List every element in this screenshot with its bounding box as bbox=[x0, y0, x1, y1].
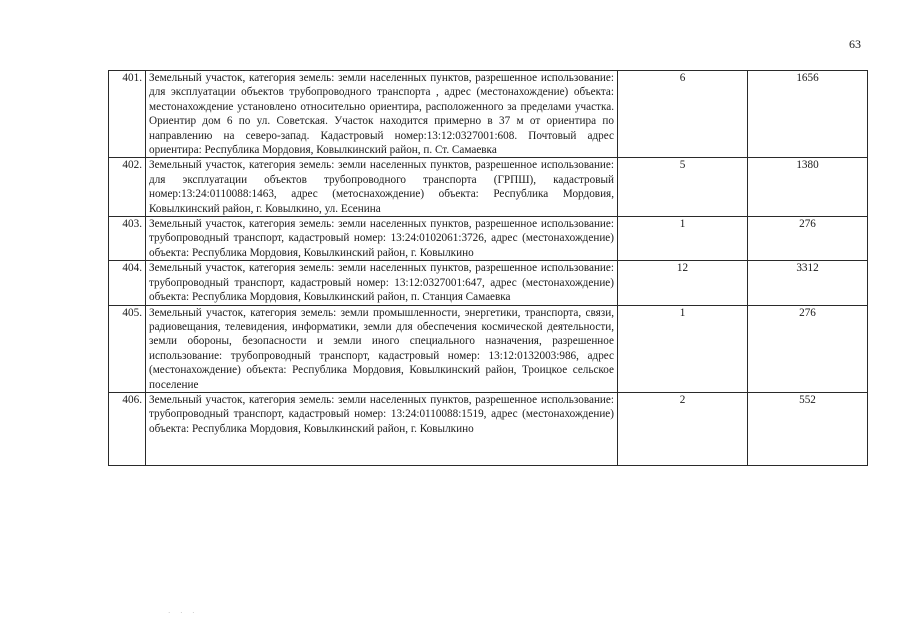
row-description: Земельный участок, категория земель: земли населенных пунктов, разрешенное использование: для эксплуатации объектов трубопроводного транспорта (ГРПШ), кадастровый номер:13:24:0110088:1463, адрес (метоснахождение) объекта: Республика Мордовия, Ковылкинский район, г. Ковылкино, ул. Есенина bbox=[146, 158, 618, 217]
row-number: 405. bbox=[109, 305, 146, 392]
row-number: 402. bbox=[109, 158, 146, 217]
page-number: 63 bbox=[849, 37, 861, 51]
row-number: 401. bbox=[109, 71, 146, 158]
table-row bbox=[109, 261, 868, 305]
row-area: 1380 bbox=[748, 158, 868, 217]
row-count: 2 bbox=[618, 392, 748, 465]
row-count: 1 bbox=[618, 305, 748, 392]
row-description: Земельный участок, категория земель: земли населенных пунктов, разрешенное использование: трубопроводный транспорт, кадастровый номер: 13:12:0327001:647, адрес (местонахождение) объекта: Республика Мордовия, Ковылкинский район, п. Станция Самаевка bbox=[146, 261, 618, 305]
table-row bbox=[109, 392, 868, 465]
row-count: 5 bbox=[618, 158, 748, 217]
row-description: Земельный участок, категория земель: земли населенных пунктов, разрешенное использование: трубопроводный транспорт, кадастровый номер: 13:24:0110088:1519, адрес (местонахождение) объекта: Республика Мордовия, Ковылкинский район, г. Ковылкино bbox=[146, 392, 618, 465]
scan-artifact: · · · bbox=[168, 609, 199, 617]
row-area: 1656 bbox=[748, 71, 868, 158]
row-number: 406. bbox=[109, 392, 146, 465]
row-area: 276 bbox=[748, 217, 868, 261]
row-area: 552 bbox=[748, 392, 868, 465]
table-row bbox=[109, 158, 868, 217]
row-description: Земельный участок, категория земель: земли населенных пунктов, разрешенное использование: трубопроводный транспорт, кадастровый номер: 13:24:0102061:3726, адрес (местонахождение) объекта: Республика Мордовия, Ковылкинский район, г. Ковылкино bbox=[146, 217, 618, 261]
table-row bbox=[109, 305, 868, 392]
row-area: 276 bbox=[748, 305, 868, 392]
row-description: Земельный участок, категория земель: земли промышленности, энергетики, транспорта, связи, радиовещания, телевидения, информатики, земли для обеспечения космической деятельности, земли обороны, безопасности и земли иного специального назначения, разрешенное использование: трубопроводный транспорт, кадастровый номер: 13:12:0132003:986, адрес (местонахождение) объекта: Республика Мордовия, Ковылкинский район, Троицкое сельское поселение bbox=[146, 305, 618, 392]
row-area: 3312 bbox=[748, 261, 868, 305]
row-number: 403. bbox=[109, 217, 146, 261]
table-row bbox=[109, 217, 868, 261]
row-count: 1 bbox=[618, 217, 748, 261]
row-count: 12 bbox=[618, 261, 748, 305]
table-row bbox=[109, 71, 868, 158]
row-number: 404. bbox=[109, 261, 146, 305]
row-description: Земельный участок, категория земель: земли населенных пунктов, разрешенное использование: для эксплуатации объектов трубопроводного транспорта , адрес (местонахождение) объекта: местонахождение установлено относительно ориентира, расположенного за пределами участка. Ориентир дом 6 по ул. Советская. Участок находится примерно в 37 м от ориентира по направлению на северо-запад. Кадастровый номер:13:12:0327001:608. Почтовый адрес ориентира: Республика Мордовия, Ковылкинский район, п. Ст. Самаевка bbox=[146, 71, 618, 158]
row-count: 6 bbox=[618, 71, 748, 158]
land-plot-table bbox=[108, 70, 868, 466]
